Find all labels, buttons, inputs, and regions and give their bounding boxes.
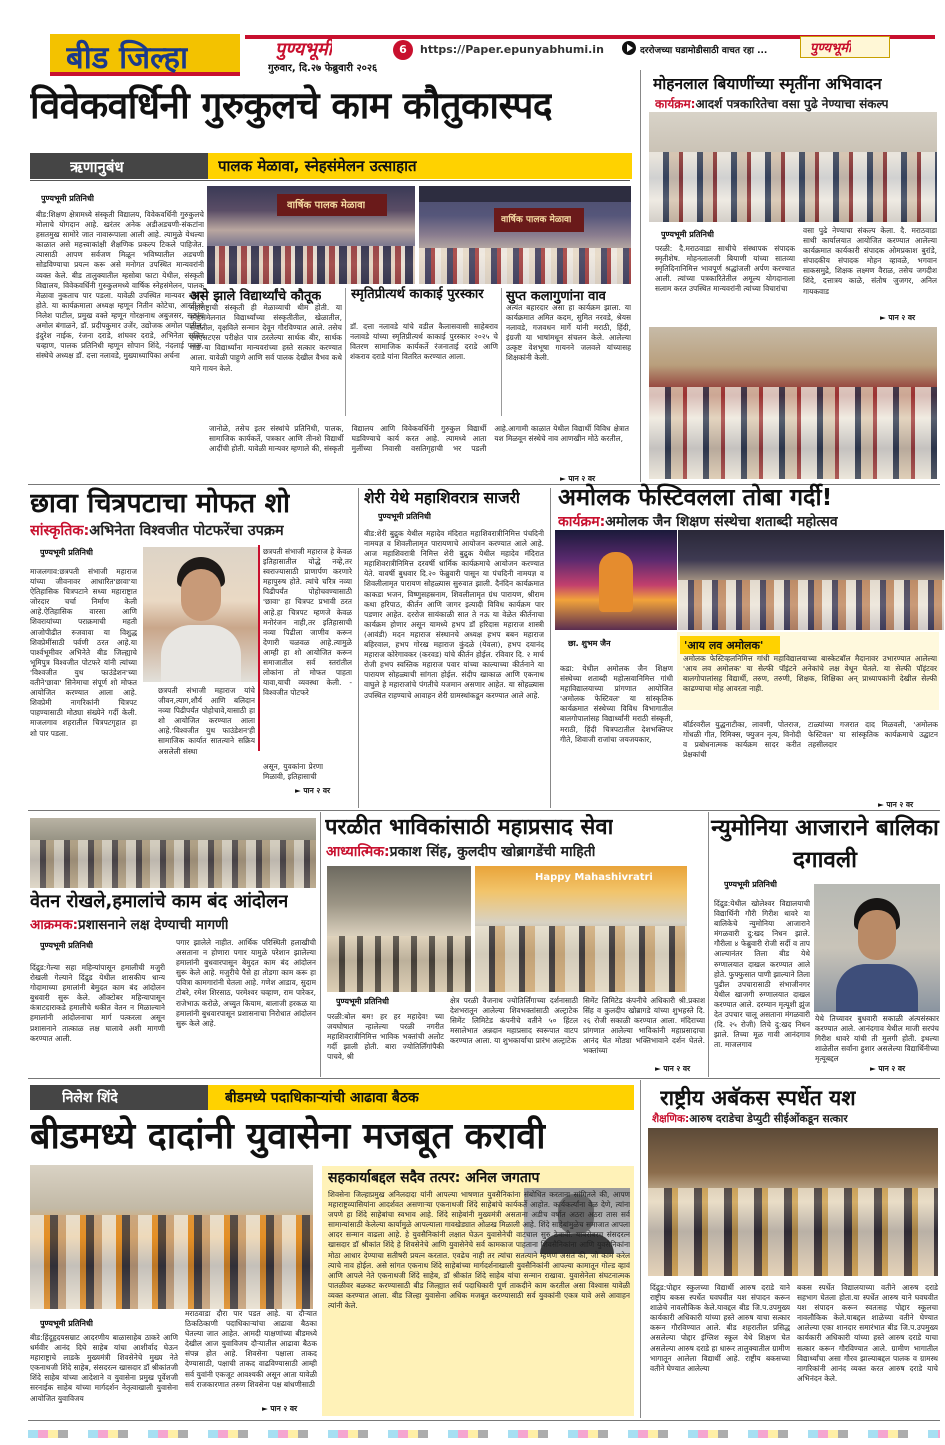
a9-body-mid: मराठवाडा दौरा पार पडत आहे. या दौऱ्यात ठिकठिकाणी पदाधिकाऱ्यांचा आढावा बैठका घेतल्या जात आहेत. आमदी याक्षणांच्या बीडमध्ये देखील आज युवाविजय दौऱ्यातील आढावा बैठक संपन्न होत आहे. शिवसेना पक्षाला ताकद देण्यासाठी, पक्षाची ताकद वाढविण्यासाठी आम्ही सर्व युवांनी एकजूट आवश्यकी असून आता यावेळी सर्व राजकारणात तरुण शिवसेना पक्ष बांधणीसाठी <box>185 1309 317 1389</box>
a9-kicker: बीडमध्ये पदाधिकाऱ्यांची आढावा बैठक <box>225 1090 419 1106</box>
a6-byline: पुण्यभूमी प्रतिनिधी <box>40 941 93 950</box>
a7-photo-right: Happy Mahashivratri <box>475 866 687 992</box>
a5-jump: ► पान २ वर <box>878 800 914 809</box>
play-icon <box>622 41 636 55</box>
a2-photo-top <box>649 112 937 222</box>
a7-body3: सिमेंट लिमिटेड कंपनीचे अधिकारी श्री.प्रकाश सिंह व कुलदीप खोब्रागडे यांच्या शुभहस्ते दि. २६ रोजी सकाळी करण्यात आला. मंदिराच्या प्रांगणात आलेल्या भाविकांनी महाप्रसादाचा आनंद घेत मोठ्या भक्तिभावाने दर्शन घेतले. भक्तांच्या <box>583 996 705 1056</box>
col-sep-top <box>640 70 641 482</box>
a2-photo-bottom <box>649 327 937 479</box>
a5-photo-credit: छा. शुभम जैन <box>568 639 611 648</box>
a10-headline: राष्ट्रीय अबॅकस स्पर्धेत यश <box>660 1086 856 1110</box>
a1-sub3-body: अत्यंत बहारदार असा हा कार्यक्रम झाला. या कार्यक्रमात अमित कदम, सुमित नरवडे, श्रेयस नलावडे, गजवधन मार्गे यांनी मराठी, हिंदी, इंग्रजी या भाषांमधून संचलन केले. आलेल्या उत्कृष्ट वेशभूषा गायनने जलवले यांच्यासह शिक्षकांनी केली. <box>506 303 631 363</box>
a9-headline: बीडमध्ये दादांनी युवासेना मजबूत करावी <box>30 1116 546 1157</box>
a8-jump: ► पान २ वर <box>870 1064 906 1073</box>
a2-body-left: परळी: दै.मराठवाडा साथीचे संस्थापक संपादक स्मृतीशेष. मोहनलालजी बियाणी यांच्या सातव्या स्मृतिदिनानिमित्त भावपूर्ण श्रद्धांजली अर्पण करण्यात आली. त्यांच्या पत्रकारितेतील अमूल्य योगदानाला सलाम करत उपस्थित मान्यवरांनी त्यांच्या विचारांचा <box>655 244 795 294</box>
col-sep-mid2 <box>550 488 551 808</box>
a5-photo-crowd <box>678 530 944 630</box>
a8-photo-girl <box>814 884 940 1012</box>
a7-headline: परळीत भाविकांसाठी महाप्रसाद सेवा <box>325 815 614 840</box>
a9-photo <box>30 1165 313 1309</box>
section-rule-3 <box>28 1078 940 1079</box>
a1-jump: ► पान २ वर <box>560 474 596 483</box>
a8-byline: पुण्यभूमी प्रतिनिधी <box>724 880 777 889</box>
ad-brand: पुण्यभूमी <box>810 41 852 56</box>
a1-sub1-body: महाराष्ट्राची संस्कृती ही मेळाव्याची थीम होती. या स्नेहसंमेलनात विद्यार्थ्यांच्या संस्कृतीतील, खेळातील, सेवांतील, वृक्षविले सन्मान देवून गौरविण्यात आले. तसेच एमएसटएस परीक्षेत पात्र ठरलेल्या सार्थक बीर, सार्थक गाडे या विद्यार्थ्यांना मान्यवरांच्या हस्ते सत्कार करण्यात आला. यावेळी पाहुणे आणि सर्व पालक देखील वैभव कथे याने गायन केले. <box>190 303 342 373</box>
page-bottom-rule <box>28 1420 940 1421</box>
brand-logo: पुण्यभूमी <box>275 39 333 60</box>
a1-sub1-head: असे झाले विद्यार्थ्यांचे कौतूक <box>190 289 322 304</box>
a8-headline: न्युमोनिया आजाराने बालिका दगावली <box>711 815 939 873</box>
a7-sub: आध्यात्मिक:प्रकाश सिंह, कुलदीप खोब्रागडेंची माहिती <box>326 844 596 860</box>
a3-body-bottom: असून, युवकांना प्रेरणा मिळावी, इतिहासाची <box>263 762 323 782</box>
a1-underline <box>30 180 630 181</box>
a9-byline: पुण्यभूमी प्रतिनिधी <box>40 1319 93 1328</box>
a3-body-left: माजलगाव:छत्रपती संभाजी महाराज यांच्या जीवनावर आधारित'छावा'या ऐतिहासिक चित्रपटाने सध्या महाराष्ट्रात जोरदार चर्चा निर्माण केली आहे.ऐतिहासिक वारसा आणि शिवरायांच्या पराक्रमाची महती आजोपीढीत रुजवावा या विशुद्ध शिवप्रेमींसाठी पर्वणी ठरत आहे.या पार्श्वभूमीवर अभिनेते बीड जिल्ह्याचे भूमिपुत्र विश्वजीत पोटफरे यांनी त्यांच्या 'विश्वजीत युथ फाउंडेशन'च्या वतीने'छावा' सिनेमाचा संपूर्ण शो मोफत आयोजित करण्यात आला आहे. शिवप्रेमी नागरिकांनी चित्रपट पाहण्यासाठी मोठ्या संख्येने गर्दी केली. माजलगाव शहरातील चित्रपटगृहात हा शो पार पडला. <box>30 567 137 738</box>
registration-bar <box>28 1430 940 1438</box>
a4-headline: शेरी येथे महाशिवरात्र साजरी <box>364 489 520 507</box>
a1-sub-sep2 <box>501 288 502 416</box>
district-title: बीड जिल्हा <box>66 40 188 76</box>
a3-jump: ► पान २ वर <box>295 786 331 795</box>
a1-bottom-body: जानोळे, तसेच इतर संस्थांचे प्रतिनिधी, पालक, सामाजिक कार्यकर्ते, पत्रकार आणि तीनशे विद्यार्थी आदींची होती. यावेळी मान्यवर म्हणाले की, संस्कृती विद्यालय आणि विवेकवर्धिनी गुरुकुल विद्यार्थी घडविण्याचे कार्य करत आहे. त्यामध्ये आता मुलींच्या निवासी वसतिगृहाची भर पडली आहे.आगामी काळात येथील विद्यार्थी विविध क्षेत्रात यश मिळवून संस्थेचे नाव आणखीन मोठे करतील, <box>209 424 629 454</box>
a9-tag-name: निलेश शिंदे <box>62 1090 118 1106</box>
a6-headline: वेतन रोखले,हमालांचे काम बंद आंदोलन <box>30 891 289 912</box>
a6-body-left: दिंद्रुड:गेल्या सहा महिन्यांपासून हमालीची मजुरी रोखली गेल्याने दिंद्रुड येथील शासकीय धान्य गोदामाच्या हमालांनी बेमुदत काम बंद आंदोलन बुधवारी सुरू केले. ऑक्टोबर महिन्यापासून कंत्राटदाराकडे हमालीचे थकीत वेतन न मिळाल्याने हमालांनी आंदोलनाचा मार्ग पत्करला असून प्रशासनाने तात्काळ लक्ष घालावे अशी मागणी करण्यात आली. <box>30 963 165 1043</box>
page-number-badge: 6 <box>393 40 413 60</box>
site-url[interactable]: https://Paper.epunyabhumi.in <box>420 43 604 56</box>
a3-sub: सांस्कृतिक:अभिनेता विश्वजीत पोटफरेंचा उपक्रम <box>30 523 284 539</box>
a5-body3: टाळ्यांच्या गजरात दाद मिळवली, 'अमोलक फेस्टिवल' या सांस्कृतिक कार्यक्रमाचे उद्घाटन तहसीलदार <box>808 720 938 750</box>
a1-sub-sep1 <box>345 288 346 416</box>
a1-sub3-head: सुप्त कलागुणांना वाव <box>506 289 606 304</box>
a10-body-right: बकस स्पर्धेत विद्यालयाच्या वतीने आरुष दराडे सहभाग घेतला होता.या स्पर्धेत आरुष याने घवघवीत यश संपादन करून स्वतःसह पोद्दार स्कूलचा नावलौकिक केले.याबद्दल शाळेच्या वतीने घेण्यात आलेल्या एका शानदार समारंभात बीड जि.प.उपमुख्य कार्यकारी अधिकारी यांच्या हस्ते आरुष दराडे याचा सत्कार करून गौरविण्यात आले. ग्रामीण भागातील विद्यार्थ्यांचा असा गौरव झाल्याबद्दल पालक व ग्रामस्थ नागरिकांनी आनंद व्यक्त करत आरुष दराडे याचे अभिनंदन केले. <box>797 1283 938 1383</box>
a5-box-body: अमोलक फेस्टिव्हलनिमित्त गांधी महाविद्यालयाच्या बास्केटबॉल मैदानावर उभारण्यात आलेल्या 'आय लव अमोलक' या सेल्फी पॉइंटने अनेकांचे लक्ष वेधून घेतले. या सेल्फी पॉइंटवर बालगोपालांसह विद्यार्थी, तरुण, तरुणी, शिक्षक, शिक्षिका अन् प्राध्यापकांनी देखील सेल्फी काढण्याचा मोह आवरता नाही. <box>683 654 937 694</box>
a1-headline: विवेकवर्धिनी गुरुकुलचे काम कौतुकास्पद <box>30 84 553 127</box>
a3-caption: छत्रपती संभाजी महाराज यांचे जीवन,त्याग,शौर्य आणि बलिदान नव्या पिढीपर्यंत पोहोचावे,यासाठी हा शो आयोजित करण्यात आला आहे.'विश्वजीत युथ फाउंडेशन'ही सामाजिक कार्यात सातत्याने सक्रिय असलेली संस्था <box>158 686 255 756</box>
a9-body-left: बीड:हिंदूहृदयसम्राट आदरणीय बाळासाहेब ठाकरे आणि धर्मवीर आनंद दिघे साहेब यांचा आशीर्वाद घेऊन महाराष्ट्राचे लाडके मुख्यमंत्री शिवसेनेचे मुख्य नेते एकनाथजी शिंदे साहेब, संसदरत्न खासदार डॉ श्रीकांतजी शिंदे साहेब यांच्या आदेशाने व युवासेना प्रमुख पूर्वेशजी सरनाईक साहेब यांच्या मार्गदर्शन नेतृत्वाखाली युवासेना आयोजित युवाविजय <box>30 1333 178 1403</box>
section-rule-2 <box>28 810 940 811</box>
a3-headline: छावा चित्रपटाचा मोफत शो <box>30 488 290 519</box>
a6-photo <box>30 818 316 888</box>
a9-tag-bg <box>30 1085 208 1110</box>
a9-quote-body: शिवसेना जिल्हाप्रमुख अनिलदादा यांनी आपल्या भाषणात युवसैनिकांना संबोधित करताना सांगितले की, आपण महाराष्ट्रव्यासियांना आदर्शवत असणाऱ्या एकनाथजी शिंदे साहेबांचे कार्यकर्ते आहोत. कार्यकर्त्यांना वेळ देणे, त्यांना जपणे हा शिंदे साहेबांचा स्वभाव आहे. शिंदे साहेबांनी मुख्यमंत्री असताना अडीच वर्षात अठरा अठरा तास सर्व सामान्यांसाठी केलेल्या कार्यामुळे आपल्याला गावखेड्यात ओळख मिळाली आहे. शिंदे साहेबांमुळेच समाजात आपला आदर सन्मान वाढला आहे. हे युवसैनिकांनी लक्षात घेऊन युवासेनेची वाटचाल सुरु ठेवावी. याबरोबरच संसदरत्न खासदार डॉ श्रीकांत शिंदे हे शिवसेनेचे आणि युवासेनेचे सर्व कामकाज पाहताना शिवसैनिकांना आणि युवसैनिकांना मोठा आधार देण्याचा सतीषरी प्रयत्न करतात. एवढेच नाही तर त्यांचा सतत्याने म्हणणं असतं की, जो काम करेल त्याचे नाव होईल. असे सांगत एकनाथ शिंदे साहेबांच्या मार्गदर्शनाखाली युवसैनिकांनी आपल्या कामातून गोल्ड व्हावं आणि आपले नेते एकनाथजी शिंदे साहेब, डॉ श्रीकांत शिंदे साहेब यांचा सन्मान राखावा. युवासेनेला संघटनात्मक पातळीवर बळकट करण्यासाठी बीड जिल्ह्यात सर्व पदाधिकारी पूर्ण ताकदीने काम करतील असा विश्वास यावेळी व्यक्त करण्यात आला. बीड जिल्हा युवासेना अधिक मजबूत करण्यासाठी सर्व युवकांनी एकत्र यावे असे आवाहन त्यांनी केले. <box>328 1190 630 1311</box>
issue-date: गुरुवार, दि.२७ फेब्रुवारी २०२६ <box>268 63 378 74</box>
ticker-text: दररोजच्या घडामोडीसाठी वाचत रहा ... <box>640 46 768 56</box>
a10-body-left: दिंद्रुड:पोद्दार स्कुलच्या विद्यार्थी आरुष दराडे याने राष्ट्रीय बकस स्पर्धेत घवघवीत यश संपादन करून शाळेचे नावलौकिक केले.यावद्दल बीड जि.प.उपमुख्य कार्यकारी अधिकारी यांच्या हस्ते आरुष याचा सत्कार करून गौरविण्यात आले. बीड शहरातील प्रसिद्ध असलेल्या पोद्दार इंग्लिश स्कूल येथे शिक्षण घेत असलेल्या आरुष दराडे हा धारूर तालुक्यातील ग्रामीण भागातून आलेला विद्यार्थी आहे. राष्ट्रीय बकसच्या वतीने घेण्यात आलेल्या <box>650 1283 790 1373</box>
a1-sub2-body: डॉ. दत्ता नलावडे यांचे वडील कैलासवासी साहेबराव नलावडे यांच्या स्मृतिप्रीत्यर्थ काकाई पुरस्कार २०२५ चे वितरण सामाजिक कार्यकर्ते रंजनाताई दराडे आणि शंकराव दराडे यांना वितरित करण्यात आला. <box>350 322 498 362</box>
a7-byline: पुण्यभूमी प्रतिनिधी <box>336 997 389 1006</box>
a6-sub: आक्रमक:प्रशासनाने लक्ष देण्याची मागणी <box>30 917 229 933</box>
a7-body1: परळी:बोल बम! हर हर महादेव! च्या जयघोषात न्हालेल्या परळी नगरीत महाशिवरात्रीनिमित्त भाविक भक्तांची अलोट गर्दी झाली होती. बारा ज्योतिर्लिंगांपैकी पाचवे, श्री <box>327 1012 444 1062</box>
a8-body-bottom: येथे तिच्यावर बुधवारी सकाळी अंत्यसंस्कार करण्यात आले. आनंदगाव येथील माजी सरपंच गिरीश थावरे यांची ती मुलगी होती. इथल्या शाळेतील सर्वांना हुशार असलेल्या विद्यार्थिनीच्या मृत्यूबद्दल <box>815 1014 939 1064</box>
a10-photo <box>648 1128 938 1276</box>
a3-body-right: छत्रपती संभाजी महाराज हे केवळ इतिहासातील योद्धे नव्हे,तर स्वराज्यासाठी प्राणार्पण करणारे महापुरुष होते. त्यांचे चरित्र नव्या पिढीपर्यंत पोहोचवण्यासाठी 'छावा' हा चित्रपट प्रभावी ठरत आहे.हा चित्रपट म्हणजे केवळ मनोरंजन नाही,तर इतिहासाची नव्या पिढीला जाणीव करून देणारी चळवळ आहे.त्यामुळे आम्ही हा शो आयोजित करून समाजातील सर्व स्तरांतील लोकांना तो मोफत पाहता यावा,याची व्यवस्था केली. - विश्वजीत पोटफरे <box>263 547 352 698</box>
a5-headline: अमोलक फेस्टिवलला तोबा गर्दी! <box>558 483 833 511</box>
a5-photo-stage <box>555 530 677 630</box>
a7-photo-left <box>327 866 471 992</box>
a5-body2: बॉर्डरवरील युद्धनाटीका, लावणी, पोतराज, गोंधळी गीत, रिमिक्स, फ्युजन नृत्य, विनोदी व प्रबोधनात्मक कार्यक्रम सादर करीत प्रेक्षकांची <box>683 720 801 760</box>
a5-sub: कार्यक्रम:अमोलक जैन शिक्षण संस्थेचा शताब्दी महोत्सव <box>558 514 838 530</box>
a5-body1: कडा: येथील अमोलक जैन शिक्षण संस्थेच्या शताब्दी महोत्सवानिमित्त गांधी महाविद्यालयाच्या प्रांगणात आयोजित 'अमोलक फेस्टिवल' या सांस्कृतिक कार्यक्रमात संस्थेच्या विविध विभागातील बालगोपालांसह विद्यार्थ्यांनी मराठी संस्कृती, मराठी, हिंदी चित्रपटातील देशभक्तिपर गीते, शिवाजी राजांचा जयजयकार, <box>560 664 673 744</box>
col-sep-bottom <box>640 1080 641 1418</box>
a1-photo-left: वार्षिक पालक मेळावा <box>207 186 415 284</box>
a4-body: बीड:शेरी बुद्रुक येथील महादेव मंदिरात महाशिवरात्रीनिमित्त पंचदिनी नामयज्ञ व शिवलीलामृत पारायणाचे आयोजन करण्यात आले आहे. आज महाशिवरात्री निमित्त शेरी बुद्रुक येथील महादेव मंदिरात महाशिवरात्रीनिमित्त दरवर्षी धार्मिक कार्यक्रमाचे आयोजन करण्यात येते. यावर्षी बुधवार दि.२० फेब्रुवारी पासून या पंचदिनी नामयज्ञ व शिवलीलामृत पारायण सोहळ्यास सुरुवात झाली. दैनंदिन कार्यक्रमात काकडा भजन, विष्णुसहस्रनाम, शिवलीलामृत ग्रंथ पारायण, श्रीराम कथा हरिपाठ, कीर्तन आणि जागर इत्यादी विविध कार्यक्रम पार पडणार आहेत. दररोज सायंकाळी सात ते नऊ या वेळेत कीर्तनाचा कार्यक्रम होणार असून यामध्ये हभप डॉ हरिदास महाराज शास्त्री (आवंडी) मदन महाराज संस्थानचे अध्यक्ष हभप बबन महाराज बहिरवाल, हभप गोरख महाराज कुंदळे (येवला), हभप दयानंद महाराज कोरेगावकर (करवड) यांचे कीर्तन होईल. रविवार दि. २ मार्च रोजी हभप स्वस्तिक महाराज पवार यांच्या काल्याच्या कीर्तनाने या पारायण सोहळ्याची सांगता होईल. संदीप खाकाळ आणि एकनाथ वाघुले हे महाराजांचे पंगतीचे यजमान असणार आहेत. या सोहळ्यास उपस्थित राहण्याचे आवाहन शेरी ग्रामस्थांकडून करण्यात आले आहे. <box>364 529 544 700</box>
a2-sub: कार्यक्रम:आदर्श पत्रकारितेचा वसा पुढे नेण्याचा संकल्प <box>655 97 889 111</box>
col-sep-mid1 <box>358 488 359 808</box>
a2-byline: पुण्यभूमी प्रतिनिधी <box>661 230 714 239</box>
a5-box-head: 'आय लव अमोलक' <box>684 639 764 652</box>
a1-photo-right: वार्षिक पालक मेळावा <box>419 186 631 284</box>
a1-sub2-head: स्मृतिप्रीत्यर्थ काकाई पुरस्कार <box>351 287 484 302</box>
a9-quote-head: सहकार्याबद्दल सदैव तत्पर: अनिल जगताप <box>328 1170 540 1186</box>
a1-body: बीड:शिक्षण क्षेत्रामध्ये संस्कृती विद्यालय, विवेकवर्धिनी गुरुकुलचे मोलाचे योगदान आहे. खरंतर अनेक अडीअडचणी-संकटांना हसतमुख सामोरे जात नावारूपाला आली आहे. त्यामुळे येथल्या काळात असे महत्त्वाकांक्षी शैक्षणिक प्रकल्प टिकले पाहिजेत. त्यासाठी आपण सर्वजण मिळून भविष्यातील अडचणी सोडविण्याचा प्रयत्न करू असे मनोगत उपस्थित मान्यवरांनी व्यक्त केले. बीड तालुक्यातील म्हसोबा फाटा येथील, संस्कृती विद्यालय, विवेकवर्धिनी गुरुकुलमध्ये वार्षिक स्नेहसंमेलन, पालक मेळावा नुकताच पार पडला. यावेळी उपस्थित मान्यवर बोलत होते. या कार्यक्रमाला अध्यक्ष म्हणून नितीन कोटेचा, आरटीओ निलेश पाटील, प्रमुख वक्ते म्हणून गोरक्षनाथ अबुजसर, सरपंच अमोल बंगाळने, डॉ. प्रदीपकुमार उजेंर, उद्योजक अमोल पाटील, इंदुरेश नाईक, रंजना दराडे, शांघवर दराडे, अभिनेता सचिन चव्हाण, पालक प्रतिनिधी म्हणून सोपान शिंदे, नंदलाई पवळ, संस्थेचे अध्यक्ष डॉ. दत्ता नलावडे, मुख्याध्यापिका अर्चना <box>36 210 204 361</box>
a1-kicker: पालक मेळावा, स्नेहसंमेलन उत्साहात <box>218 157 417 175</box>
a3-photo-actor <box>143 547 258 682</box>
a1-kicker-tag: ऋणानुबंध <box>70 158 124 176</box>
a7-jump: ► पान २ वर <box>655 1064 691 1073</box>
a2-headline: मोहनलाल बियाणींच्या स्मृतींना अभिवादन <box>653 75 882 93</box>
a2-jump: ► पान २ वर <box>880 313 916 322</box>
a7-body2: क्षेत्र परळी वैजनाथ ज्योतिर्लिंगाच्या दर्शनासाठी देशभरातून आलेल्या शिवभक्तांसाठी अल्ट्राटेक सिमेंट लिमिटेड कंपनीचे वतीने ५० हिंटल मसालेभात अन्नदान महाप्रसाद स्वरूपात वाटप करण्यात आला. या शुभकार्याचा प्रारंभ अल्ट्राटेक <box>450 996 578 1046</box>
a3-byline: पुण्यभूमी प्रतिनिधी <box>40 548 93 557</box>
col-sep-mid3 <box>320 812 321 1077</box>
a1-byline: पुण्यभूमी प्रतिनिधी <box>41 194 94 203</box>
a8-body-top: दिंद्रुड:येथील खोलेश्वर विद्यालयाची विद्यार्थिनी गौरी गिरीश थावरे या बालिकेचे न्युमोनिया आजाराने मंगळवारी दु:खद निधन झाले. गौरीला ४ फेब्रुवारी रोजी सर्दी व ताप आल्यानंतर तिला बीड येथे रुग्णालयात दाखल करण्यात आले होते. फुफ्फुसात पाणी झाल्याने तिला पुढील उपचारासाठी संभाजीनगर येथील खाजगी रुग्णालयात दाखल करण्यात आले. दरम्यान मृत्यूशी झुंज देत उपचार चालू असताना मंगळवारी (दि. २५ रोजी) तिचे दु:खद निधन झाले. तिच्या मूळ गावी आनंदगाव ता. माजलगाव <box>714 899 810 1050</box>
a6-body-right: पगार झालेले नाहीत. आर्थिक परिस्थिती हलाखीची असताना न होणारा पगार यामुळे परेशान झालेल्या हमालांनी बुधवारपासून बेमुदत काम बंद आंदोलन सुरू केले आहे. मजुरीचे पैसे हा तोडगा काम करू हा पवित्रा कामगारांनी घेतला आहे. गणेश आडाव, सुदाम टोबरे, रमेश शिरसाठ, परमेश्वर चव्हाण, राम पारेकर, राजेभाऊ करोळे, अच्युत कियाम, बालाजी हरकळ या हमालांनी बुधवारपासून प्रशासनाचा निरोधात आंदोलन सुरू केले आहे. <box>176 938 316 1028</box>
a9-jump: ► पान २ वर <box>262 1404 298 1413</box>
a4-byline: पुण्यभूमी प्रतिनिधी <box>378 512 431 521</box>
a2-body-right: वसा पुढे नेण्याचा संकल्प केला. दै. मराठवाडा साथी कार्यालयात आयोजित करण्यात आलेल्या कार्यक्रमात कार्यकारी संपादक ओमप्रकाश बुरांडे, संपादकीय संपादक मोहन व्हावळे, भगवान साकसमुद्रे, शिक्षक लक्ष्मण वैराळ, तसेच जगदीश शिंदे, दत्तात्रय काळे, संतोष जुजगर, अनिल गायकवाड <box>803 226 937 296</box>
a10-sub: शैक्षणिक:आरुष दराडेचा डेप्युटी सीईओंकडून सत्कार <box>652 1113 848 1125</box>
